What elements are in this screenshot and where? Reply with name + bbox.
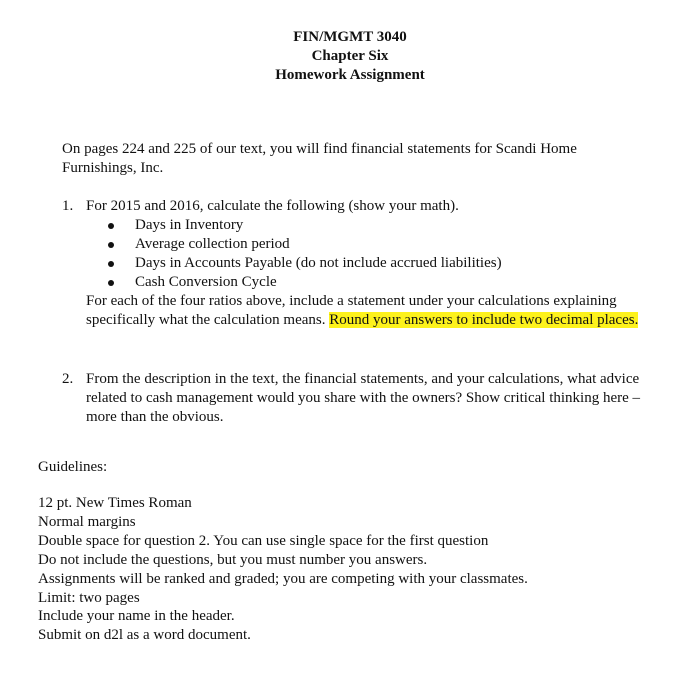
list-item: Average collection period	[108, 235, 662, 254]
list-item: Days in Inventory	[108, 216, 662, 235]
chapter-title: Chapter Six	[311, 48, 389, 64]
list-item: Include your name in the header.	[38, 608, 235, 625]
question-1-number: 1.	[62, 198, 74, 214]
bullet-icon	[108, 242, 114, 248]
list-item: Cash Conversion Cycle	[108, 273, 662, 292]
bullet-icon	[108, 261, 114, 267]
assignment-title: Homework Assignment	[275, 67, 425, 83]
list-item: Normal margins	[38, 513, 136, 530]
list-item: Limit: two pages	[38, 589, 140, 606]
question-1	[62, 197, 662, 330]
list-item: Double space for question 2. You can use single space for the first question	[38, 532, 489, 549]
intro-paragraph: On pages 224 and 225 of our text, you will find financial statements for Scandi Home Furnishings, Inc.	[62, 141, 577, 176]
question-1-explanation	[86, 292, 664, 330]
list-item: Do not include the questions, but you must number you answers.	[38, 551, 428, 568]
question-1-prompt: For 2015 and 2016, calculate the following (show your math).	[86, 198, 459, 214]
question-2	[62, 370, 662, 427]
bullet-icon	[108, 223, 114, 229]
course-code: FIN/MGMT 3040	[293, 29, 407, 45]
highlighted-instruction: Round your answers to include two decimal places.	[329, 312, 639, 328]
question-2-prompt: From the description in the text, the financial statements, and your calculations, what advice related to cash management would you share with the owners? Show critical thinking here – more than the obvious.	[86, 371, 641, 425]
bullet-icon	[108, 280, 114, 286]
question-1-bullet-list	[108, 216, 662, 292]
list-item: 12 pt. New Times Roman	[38, 495, 192, 511]
list-item: Assignments will be ranked and graded; you are competing with your classmates.	[38, 570, 528, 587]
document-header	[0, 28, 700, 85]
list-item: Days in Accounts Payable (do not include accrued liabilities)	[108, 254, 662, 273]
guidelines-heading: Guidelines:	[38, 459, 108, 475]
explanation-text: For each of the four ratios above, include a statement under your calculations explaining specifically what the calculation means.	[86, 293, 617, 328]
guidelines-list	[38, 494, 658, 645]
question-2-number: 2.	[62, 371, 74, 387]
list-item: Submit on d2l as a word document.	[38, 627, 251, 644]
